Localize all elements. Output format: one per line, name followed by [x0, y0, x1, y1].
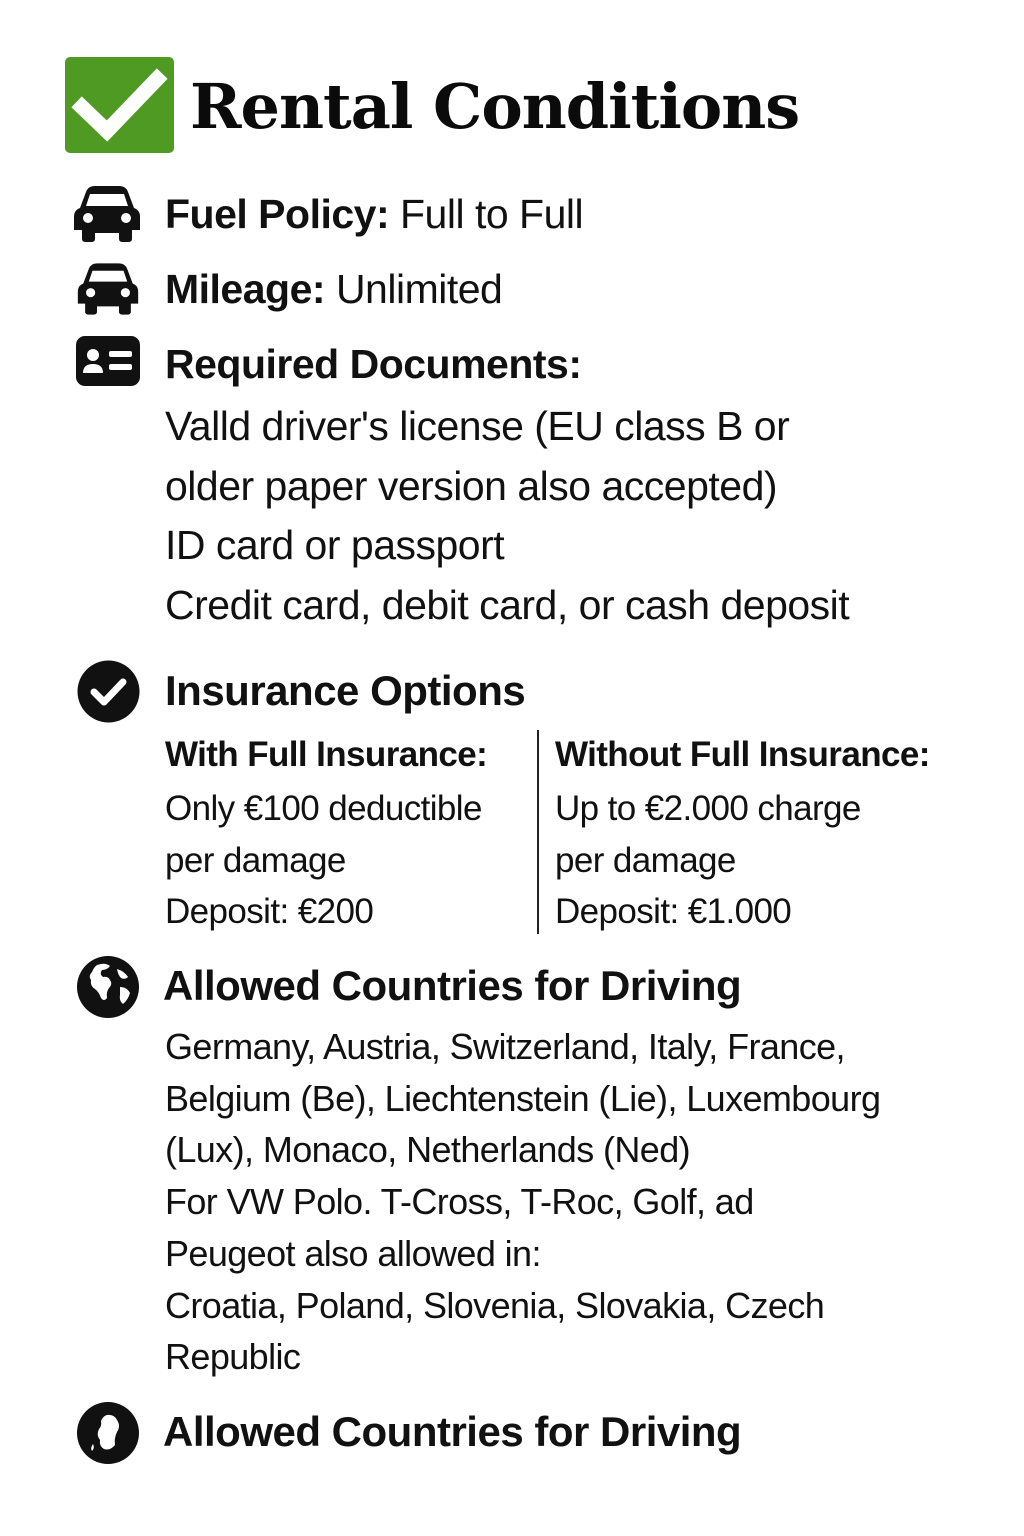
with-insurance-line: Deposit: €200	[165, 892, 374, 931]
mileage-value: Unlimited	[335, 266, 503, 312]
document-line: ID card or passport	[165, 522, 505, 568]
document-line: Credit card, debit card, or cash deposit	[165, 582, 850, 628]
mileage-row	[165, 263, 502, 315]
insurance-divider	[537, 730, 539, 934]
without-insurance-line: Up to €2.000 charge	[555, 789, 861, 828]
checkmark-badge-icon	[65, 57, 174, 153]
map-icon	[77, 1402, 139, 1464]
required-documents-label: Required Documents:	[165, 341, 582, 387]
country-line: For VW Polo. T-Cross, T-Roc, Golf, ad	[165, 1181, 754, 1222]
document-line: older paper version also accepted)	[165, 463, 778, 509]
country-line: Peugeot also allowed in:	[165, 1233, 541, 1274]
fuel-policy-value: Full to Full	[400, 191, 584, 237]
country-line: Republic	[165, 1336, 301, 1377]
document-line: Valld driver's license (EU class B or	[165, 403, 790, 449]
fuel-policy-label: Fuel Policy:	[165, 191, 390, 237]
country-line: (Lux), Monaco, Netherlands (Ned)	[165, 1129, 691, 1170]
car-icon	[72, 184, 142, 244]
with-insurance-title: With Full Insurance:	[165, 735, 488, 774]
allowed-countries-heading-2: Allowed Countries for Driving	[163, 1408, 742, 1455]
allowed-countries-heading: Allowed Countries for Driving	[163, 962, 742, 1009]
globe-icon	[77, 956, 139, 1018]
without-insurance-title: Without Full Insurance:	[555, 735, 930, 774]
check-circle-icon	[77, 660, 140, 723]
without-insurance-line: per damage	[555, 841, 736, 880]
without-insurance-line: Deposit: €1.000	[555, 892, 792, 931]
country-line: Germany, Austria, Switzerland, Italy, France,	[165, 1026, 845, 1067]
insurance-heading: Insurance Options	[165, 667, 526, 714]
mileage-label: Mileage:	[165, 266, 326, 312]
country-line: Croatia, Poland, Slovenia, Slovakia, Czech	[165, 1285, 825, 1326]
with-insurance-line: per damage	[165, 841, 346, 880]
country-line: Belgium (Be), Liechtenstein (Lie), Luxembourg	[165, 1078, 881, 1119]
with-insurance-line: Only €100 deductible	[165, 789, 482, 828]
car-icon	[76, 260, 140, 318]
page-title: Rental Conditions	[190, 70, 800, 143]
fuel-policy-row	[165, 188, 583, 240]
id-card-icon	[76, 336, 140, 386]
